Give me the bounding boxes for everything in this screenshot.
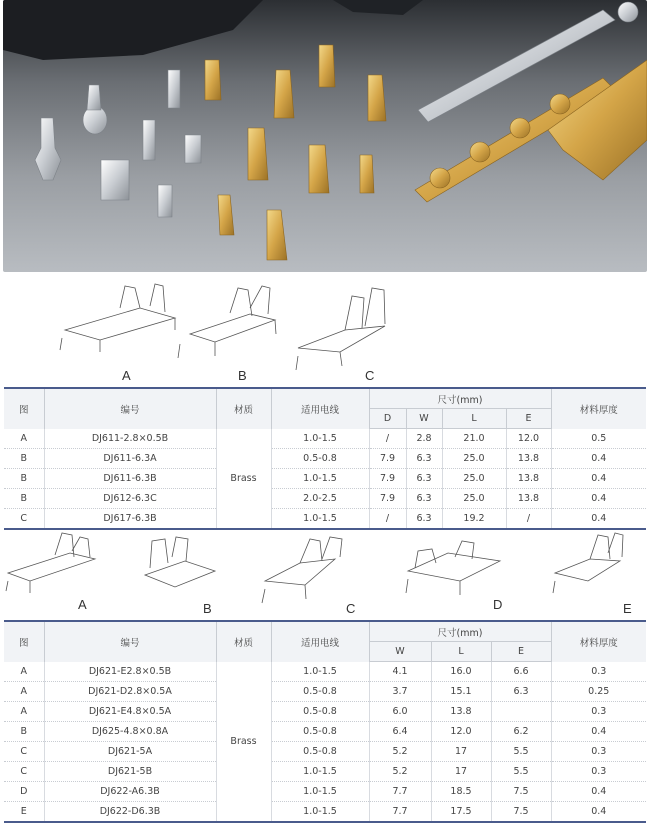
cell-w: 3.7 — [369, 682, 431, 702]
cell-fig: A — [4, 682, 44, 702]
cell-wire: 0.5-0.8 — [271, 722, 369, 742]
table-row — [4, 682, 646, 702]
cell-wire: 2.0-2.5 — [271, 489, 369, 509]
spec-table-2 — [4, 620, 646, 823]
cell-e: 13.8 — [506, 449, 551, 469]
table-row — [4, 742, 646, 762]
cell-e: 7.5 — [491, 802, 551, 823]
cell-code: DJ611-6.3A — [44, 449, 216, 469]
subheader-l: L — [442, 409, 506, 429]
header-wire: 适用电线 — [271, 621, 369, 662]
header-thickness: 材料厚度 — [551, 621, 646, 662]
cell-code: DJ611-2.8×0.5B — [44, 429, 216, 449]
subheader-e: E — [506, 409, 551, 429]
subheader-l: L — [431, 642, 491, 662]
cell-code: DJ612-6.3C — [44, 489, 216, 509]
cell-e: 7.5 — [491, 782, 551, 802]
cell-l: 17 — [431, 762, 491, 782]
terminal-line-drawings-bottom — [0, 523, 650, 618]
cell-l: 13.8 — [431, 702, 491, 722]
header-fig: 图 — [4, 621, 44, 662]
cell-thickness: 0.4 — [551, 722, 646, 742]
cell-code: DJ621-E2.8×0.5B — [44, 662, 216, 682]
header-material: 材质 — [216, 621, 271, 662]
cell-w: 6.4 — [369, 722, 431, 742]
cell-e: 12.0 — [506, 429, 551, 449]
product-photo — [3, 0, 647, 272]
cell-material: Brass — [216, 662, 271, 823]
cell-code: DJ622-D6.3B — [44, 802, 216, 823]
cell-wire: 1.0-1.5 — [271, 469, 369, 489]
cell-e: 13.8 — [506, 469, 551, 489]
header-size: 尺寸(mm) — [369, 388, 551, 409]
cell-w: 5.2 — [369, 762, 431, 782]
subheader-e: E — [491, 642, 551, 662]
bottom-diagram-row — [0, 523, 650, 618]
cell-fig: A — [4, 702, 44, 722]
table-row — [4, 762, 646, 782]
cell-e: 5.5 — [491, 742, 551, 762]
diagram-label-a: A — [78, 597, 87, 612]
diagram-label-b: B — [238, 368, 247, 383]
cell-fig: A — [4, 429, 44, 449]
cell-fig: C — [4, 509, 44, 530]
cell-thickness: 0.4 — [551, 469, 646, 489]
table-row — [4, 802, 646, 823]
cell-l: 12.0 — [431, 722, 491, 742]
cell-wire: 1.0-1.5 — [271, 429, 369, 449]
cell-code: DJ625-4.8×0.8A — [44, 722, 216, 742]
cell-code: DJ621-E4.8×0.5A — [44, 702, 216, 722]
cell-fig: A — [4, 662, 44, 682]
header-thickness: 材料厚度 — [551, 388, 646, 429]
header-fig: 图 — [4, 388, 44, 429]
cell-thickness: 0.4 — [551, 802, 646, 823]
cell-d: / — [369, 429, 406, 449]
cell-fig: C — [4, 742, 44, 762]
table-row — [4, 662, 646, 682]
cell-e: 6.3 — [491, 682, 551, 702]
cell-wire: 1.0-1.5 — [271, 509, 369, 530]
cell-wire: 0.5-0.8 — [271, 682, 369, 702]
cell-l: 15.1 — [431, 682, 491, 702]
cell-thickness: 0.3 — [551, 762, 646, 782]
cell-e: 5.5 — [491, 762, 551, 782]
cell-thickness: 0.4 — [551, 509, 646, 530]
cell-l: 19.2 — [442, 509, 506, 530]
table-row — [4, 782, 646, 802]
cell-w: 6.3 — [406, 489, 442, 509]
cell-thickness: 0.3 — [551, 702, 646, 722]
cell-w: 2.8 — [406, 429, 442, 449]
diagram-label-c: C — [346, 601, 356, 616]
header-code: 编号 — [44, 388, 216, 429]
header-material: 材质 — [216, 388, 271, 429]
cell-e — [491, 702, 551, 722]
header-code: 编号 — [44, 621, 216, 662]
cell-w: 6.3 — [406, 449, 442, 469]
cell-thickness: 0.4 — [551, 782, 646, 802]
cell-d: 7.9 — [369, 449, 406, 469]
header-wire: 适用电线 — [271, 388, 369, 429]
cell-code: DJ621-5A — [44, 742, 216, 762]
cell-w: 7.7 — [369, 802, 431, 823]
header-size: 尺寸(mm) — [369, 621, 551, 642]
table-row — [4, 469, 646, 489]
subheader-d: D — [369, 409, 406, 429]
diagram-label-b: B — [203, 601, 212, 616]
cell-wire: 0.5-0.8 — [271, 702, 369, 722]
diagram-label-d: D — [493, 597, 503, 612]
terminal-line-drawings-top — [0, 278, 650, 386]
cell-wire: 1.0-1.5 — [271, 782, 369, 802]
cell-wire: 1.0-1.5 — [271, 762, 369, 782]
cell-e: 6.6 — [491, 662, 551, 682]
table-row — [4, 449, 646, 469]
cell-l: 25.0 — [442, 489, 506, 509]
terminal-photo-illustration — [3, 0, 647, 272]
cell-e: / — [506, 509, 551, 530]
cell-fig: B — [4, 449, 44, 469]
cell-w: 4.1 — [369, 662, 431, 682]
cell-d: / — [369, 509, 406, 530]
cell-e: 13.8 — [506, 489, 551, 509]
cell-l: 18.5 — [431, 782, 491, 802]
cell-fig: B — [4, 489, 44, 509]
cell-thickness: 0.25 — [551, 682, 646, 702]
cell-fig: E — [4, 802, 44, 823]
cell-d: 7.9 — [369, 469, 406, 489]
cell-code: DJ611-6.3B — [44, 469, 216, 489]
cell-code: DJ621-5B — [44, 762, 216, 782]
cell-l: 25.0 — [442, 449, 506, 469]
cell-fig: B — [4, 722, 44, 742]
subheader-w: W — [406, 409, 442, 429]
cell-thickness: 0.4 — [551, 489, 646, 509]
cell-l: 16.0 — [431, 662, 491, 682]
cell-e: 6.2 — [491, 722, 551, 742]
diagram-label-e: E — [623, 601, 632, 616]
cell-l: 25.0 — [442, 469, 506, 489]
cell-material: Brass — [216, 429, 271, 530]
top-diagram-row — [0, 278, 650, 386]
cell-code: DJ622-A6.3B — [44, 782, 216, 802]
diagram-label-a: A — [122, 368, 131, 383]
cell-w: 6.3 — [406, 469, 442, 489]
cell-fig: B — [4, 469, 44, 489]
cell-l: 17 — [431, 742, 491, 762]
cell-wire: 0.5-0.8 — [271, 449, 369, 469]
cell-w: 7.7 — [369, 782, 431, 802]
cell-code: DJ617-6.3B — [44, 509, 216, 530]
cell-wire: 1.0-1.5 — [271, 662, 369, 682]
cell-d: 7.9 — [369, 489, 406, 509]
cell-thickness: 0.3 — [551, 662, 646, 682]
table-row — [4, 489, 646, 509]
cell-thickness: 0.4 — [551, 449, 646, 469]
table-row — [4, 722, 646, 742]
table-row — [4, 429, 646, 449]
cell-w: 6.3 — [406, 509, 442, 530]
cell-fig: C — [4, 762, 44, 782]
cell-fig: D — [4, 782, 44, 802]
cell-wire: 0.5-0.8 — [271, 742, 369, 762]
cell-w: 5.2 — [369, 742, 431, 762]
cell-code: DJ621-D2.8×0.5A — [44, 682, 216, 702]
cell-l: 17.5 — [431, 802, 491, 823]
cell-thickness: 0.5 — [551, 429, 646, 449]
diagram-label-c: C — [365, 368, 375, 383]
spec-table-1 — [4, 387, 646, 530]
cell-wire: 1.0-1.5 — [271, 802, 369, 823]
cell-w: 6.0 — [369, 702, 431, 722]
table-row — [4, 702, 646, 722]
subheader-w: W — [369, 642, 431, 662]
cell-l: 21.0 — [442, 429, 506, 449]
cell-thickness: 0.3 — [551, 742, 646, 762]
